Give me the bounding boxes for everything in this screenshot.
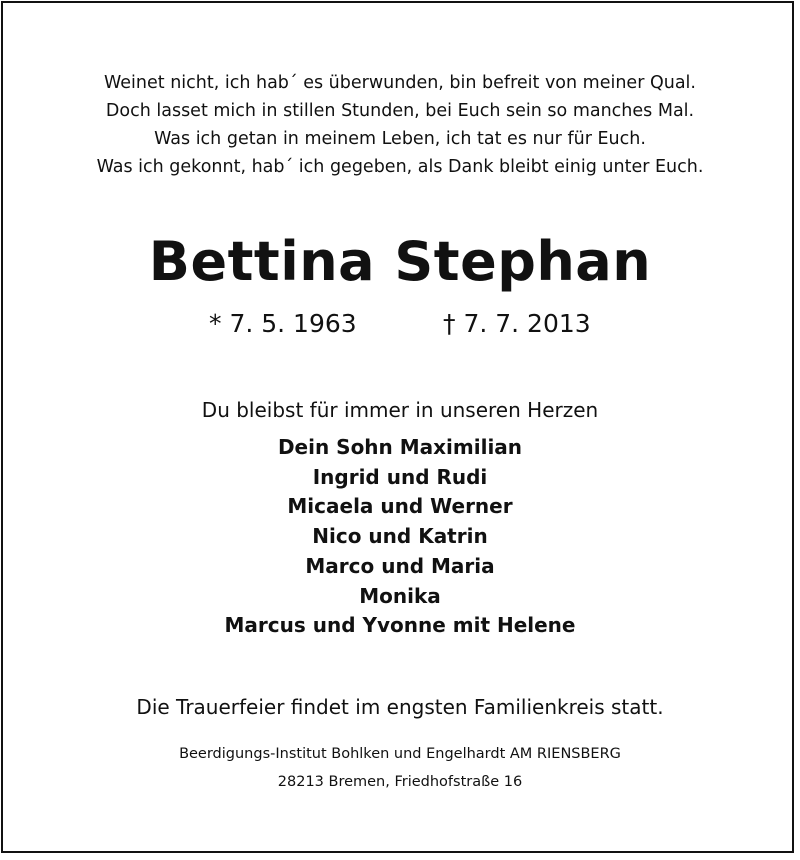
ceremony-note: Die Trauerfeier findet im engsten Familienkreis statt.	[136, 695, 664, 719]
deceased-name: Bettina Stephan	[148, 230, 652, 293]
mourner-entry: Dein Sohn Maximilian	[277, 435, 523, 459]
mourner-entry: Marcus und Yvonne mit Helene	[224, 613, 576, 638]
poem-line: Was ich getan in meinem Leben, ich tat es nur für Euch.	[154, 129, 646, 149]
birth-date: * 7. 5. 1963	[209, 309, 357, 338]
mourner-entry: Marco und Maria	[305, 553, 495, 578]
mourners-list	[0, 433, 800, 641]
funeral-home-name: Beerdigungs-Institut Bohlken und Engelhardt AM RIENSBERG	[179, 746, 621, 762]
mourner-entry: Monika	[359, 583, 441, 608]
poem	[0, 69, 800, 181]
life-dates	[0, 306, 800, 342]
poem-line: Doch lasset mich in stillen Stunden, bei Euch sein so manches Mal.	[105, 101, 695, 121]
farewell-line: Du bleibst für immer in unseren Herzen	[201, 398, 599, 422]
death-date: † 7. 7. 2013	[443, 309, 591, 338]
funeral-home	[0, 740, 800, 796]
mourner-entry: Micaela und Werner	[287, 494, 513, 519]
poem-line: Was ich gekonnt, hab´ ich gegeben, als Dank bleibt einig unter Euch.	[96, 157, 704, 177]
mourner-entry: Ingrid und Rudi	[312, 464, 488, 489]
mourner-entry: Nico und Katrin	[312, 524, 488, 549]
poem-line: Weinet nicht, ich hab´ es überwunden, bin befreit von meiner Qual.	[104, 73, 696, 93]
funeral-home-address: 28213 Bremen, Friedhofstraße 16	[277, 774, 523, 790]
